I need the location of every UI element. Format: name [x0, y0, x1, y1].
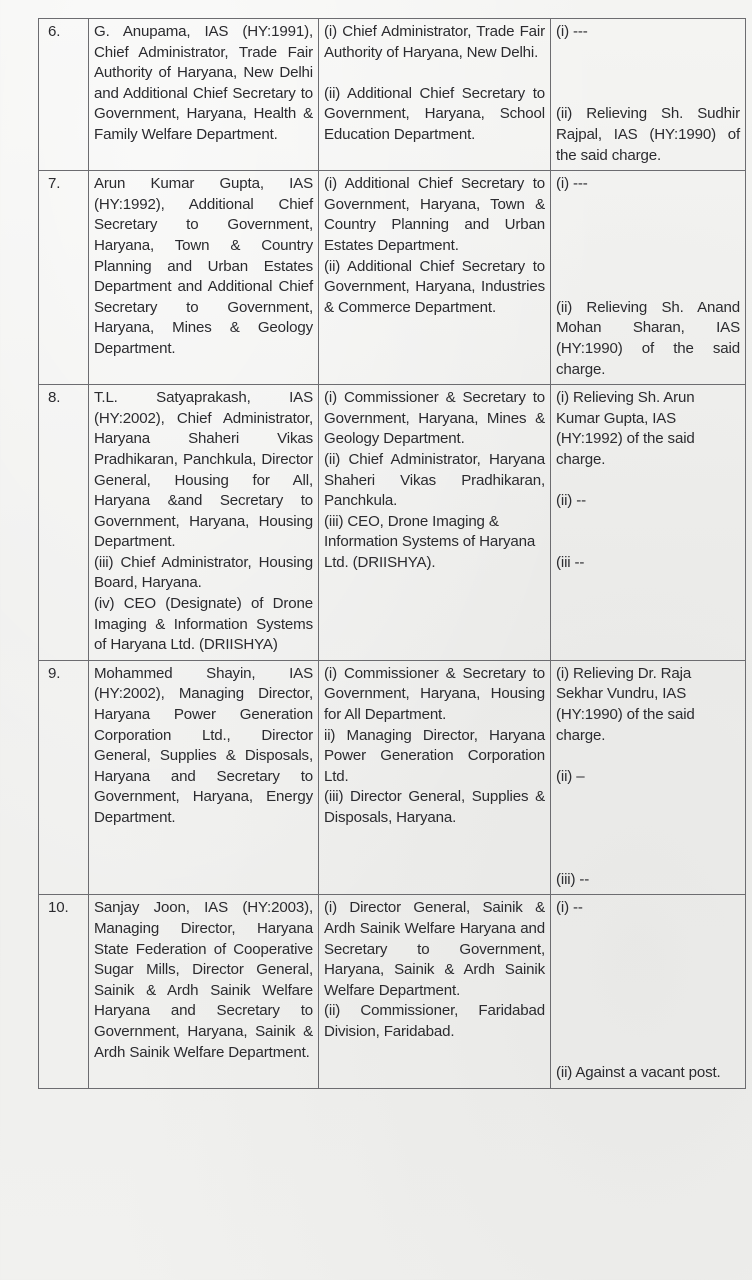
posting-item: (i) Chief Administrator, Trade Fair Authority of Haryana, New Delhi.: [324, 23, 545, 61]
officer-text: T.L. Satyaprakash, IAS (HY:2002), Chief Administrator, Haryana Shaheri Vikas Pradhikaran, Panchkula, Director General, Housing for All, Haryana &and Secretary to Government, Haryana, Housing Department.: [94, 389, 313, 551]
row-remarks: [551, 385, 746, 661]
remarks-item: (i) Relieving Dr. Raja Sekhar Vundru, IAS (HY:1990) of the said charge.: [556, 664, 695, 744]
table-row: [39, 385, 746, 661]
table-row: [39, 19, 746, 171]
remarks-item: (iii) --: [556, 870, 590, 888]
officer-text: G. Anupama, IAS (HY:1991), Chief Administrator, Trade Fair Authority of Haryana, New Delhi and Additional Chief Secretary to Government, Haryana, Health & Family Welfare Department.: [94, 23, 313, 143]
row-officer-details: [89, 19, 319, 171]
officer-text: Mohammed Shayin, IAS (HY:2002), Managing Director, Haryana Power Generation Corporation Ltd., Director General, Supplies & Disposals, Haryana and Secretary to Government, Haryana, Energy Department.: [94, 664, 313, 827]
remarks-item: (i) --: [556, 899, 583, 917]
remarks-item: (ii) --: [556, 492, 586, 510]
posting-item: (i) Commissioner & Secretary to Government, Haryana, Mines & Geology Department.: [324, 389, 545, 448]
remarks-item: (i) Relieving Sh. Arun Kumar Gupta, IAS (HY:1992) of the said charge.: [556, 389, 695, 468]
row-officer-details: [89, 171, 319, 385]
transfer-order-table: [38, 18, 746, 1089]
row-posting-details: [319, 895, 551, 1088]
posting-item: (iii) CEO, Drone Imaging & Information Systems of Haryana Ltd. (DRIISHYA).: [324, 512, 536, 571]
officer-text: Sanjay Joon, IAS (HY:2003), Managing Director, Haryana State Federation of Cooperative Sugar Mills, Director General, Sainik & Ardh Sainik Welfare Haryana and Secretary to Government, Haryana, Sainik & Ardh Sainik Welfare Department.: [94, 899, 313, 1061]
posting-item: (i) Commissioner & Secretary to Government, Haryana, Housing for All Department.: [324, 664, 545, 724]
row-posting-details: [319, 19, 551, 171]
officer-text: Arun Kumar Gupta, IAS (HY:1992), Additional Chief Secretary to Government, Haryana, Town & Country Planning and Urban Estates Department and Additional Chief Secretary to Government, Haryana, Mines & Geology Department.: [94, 175, 313, 357]
posting-item: (i) Director General, Sainik & Ardh Sainik Welfare Haryana and Secretary to Government, Haryana, Sainik & Ardh Sainik Welfare Department.: [324, 899, 545, 999]
table-row: [39, 895, 746, 1088]
row-serial-number: 10.: [39, 895, 89, 1088]
row-officer-details: [89, 660, 319, 895]
row-serial-number: 8.: [39, 385, 89, 661]
table-body: [39, 19, 746, 1089]
posting-item: (ii) Chief Administrator, Haryana Shaheri Vikas Pradhikaran, Panchkula.: [324, 450, 545, 510]
row-serial-number: 7.: [39, 171, 89, 385]
row-posting-details: [319, 171, 551, 385]
row-officer-details: [89, 385, 319, 661]
officer-extra-item: (iv) CEO (Designate) of Drone Imaging & Information Systems of Haryana Ltd. (DRIISHYA): [94, 595, 313, 654]
posting-item: ii) Managing Director, Haryana Power Generation Corporation Ltd.: [324, 726, 545, 785]
row-remarks: [551, 19, 746, 171]
row-remarks: [551, 895, 746, 1088]
posting-item: (ii) Additional Chief Secretary to Government, Haryana, School Education Department.: [324, 84, 545, 143]
remarks-item: (i) ---: [556, 23, 588, 40]
remarks-item: (i) ---: [556, 175, 588, 193]
table-row: [39, 660, 746, 895]
remarks-item: (ii) Against a vacant post.: [556, 1064, 721, 1082]
officer-extra-item: (iii) Chief Administrator, Housing Board, Haryana.: [94, 553, 313, 592]
row-remarks: [551, 171, 746, 385]
remarks-item: (ii) –: [556, 767, 585, 785]
row-serial-number: 9.: [39, 660, 89, 895]
row-posting-details: [319, 385, 551, 661]
posting-item: (iii) Director General, Supplies & Disposals, Haryana.: [324, 788, 545, 827]
posting-item: (ii) Commissioner, Faridabad Division, Faridabad.: [324, 1002, 545, 1040]
remarks-item: (ii) Relieving Sh. Sudhir Rajpal, IAS (HY:1990) of the said charge.: [556, 105, 740, 164]
row-remarks: [551, 660, 746, 895]
remarks-item: (iii --: [556, 553, 585, 571]
table-row: [39, 171, 746, 385]
row-officer-details: [89, 895, 319, 1088]
row-posting-details: [319, 660, 551, 895]
posting-item: (ii) Additional Chief Secretary to Government, Haryana, Industries & Commerce Department.: [324, 257, 545, 316]
remarks-item: (ii) Relieving Sh. Anand Mohan Sharan, IAS (HY:1990) of the said charge.: [556, 298, 740, 378]
posting-item: (i) Additional Chief Secretary to Government, Haryana, Town & Country Planning and Urban Estates Department.: [324, 175, 545, 254]
row-serial-number: 6.: [39, 19, 89, 171]
